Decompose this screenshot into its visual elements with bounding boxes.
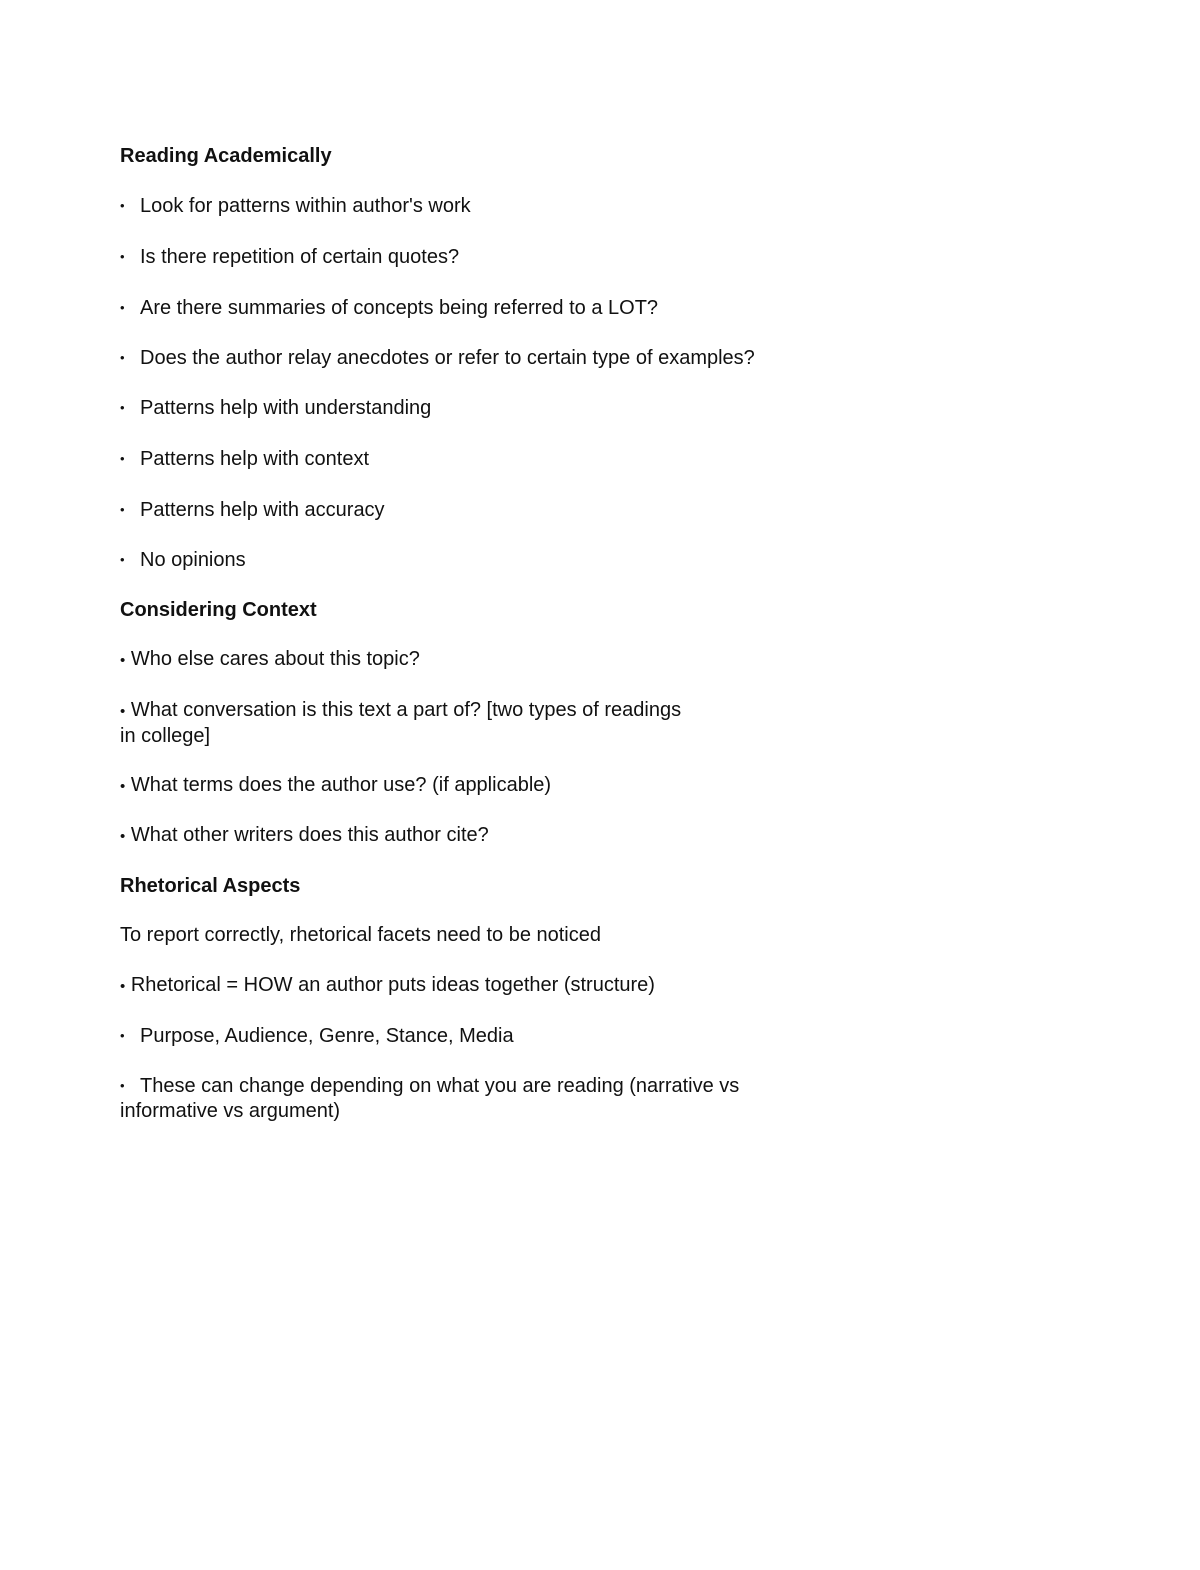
list-item-continuation: informative vs argument) xyxy=(120,1100,341,1122)
document-content xyxy=(120,143,820,1124)
bullet-icon: • xyxy=(120,552,125,567)
list-item: • Patterns help with context xyxy=(120,448,370,470)
bullet-icon: • xyxy=(120,451,125,466)
list-item: • Who else cares about this topic? xyxy=(120,648,420,670)
list-item: • Purpose, Audience, Genre, Stance, Media xyxy=(120,1025,514,1047)
bullet-icon: • xyxy=(120,502,125,517)
bullet-icon: • xyxy=(120,400,125,415)
bullet-icon: • xyxy=(120,249,125,264)
bullet-icon: • xyxy=(120,300,125,315)
bullet-icon: • xyxy=(120,778,126,795)
bullet-icon: • xyxy=(120,703,126,720)
list-item: • Are there summaries of concepts being referred to a LOT? xyxy=(120,297,659,319)
list-item: • Does the author relay anecdotes or refer to certain type of examples? xyxy=(120,347,755,369)
list-item: • Patterns help with understanding xyxy=(120,397,432,419)
bullet-icon: • xyxy=(120,1078,125,1093)
list-item: • What terms does the author use? (if applicable) xyxy=(120,774,552,796)
bullet-icon: • xyxy=(120,350,125,365)
list-item: • These can change depending on what you are reading (narrative vs xyxy=(120,1075,740,1097)
list-item: • Rhetorical = HOW an author puts ideas together (structure) xyxy=(120,974,655,996)
list-item: • What conversation is this text a part of? [two types of readings xyxy=(120,699,682,721)
section-heading-reading-academically: Reading Academically xyxy=(120,145,332,167)
bullet-icon: • xyxy=(120,1028,125,1043)
bullet-icon: • xyxy=(120,978,126,995)
list-item: • Patterns help with accuracy xyxy=(120,499,385,521)
section-heading-rhetorical-aspects: Rhetorical Aspects xyxy=(120,875,301,897)
list-item-continuation: in college] xyxy=(120,725,211,747)
list-item: • Is there repetition of certain quotes? xyxy=(120,246,460,268)
section-intro: To report correctly, rhetorical facets need to be noticed xyxy=(120,924,601,946)
bullet-icon: • xyxy=(120,652,126,669)
list-item: • Look for patterns within author's work xyxy=(120,195,471,217)
bullet-icon: • xyxy=(120,198,125,213)
list-item: • No opinions xyxy=(120,549,246,571)
bullet-icon: • xyxy=(120,828,126,845)
list-item: • What other writers does this author cite? xyxy=(120,824,489,846)
section-heading-considering-context: Considering Context xyxy=(120,599,317,621)
